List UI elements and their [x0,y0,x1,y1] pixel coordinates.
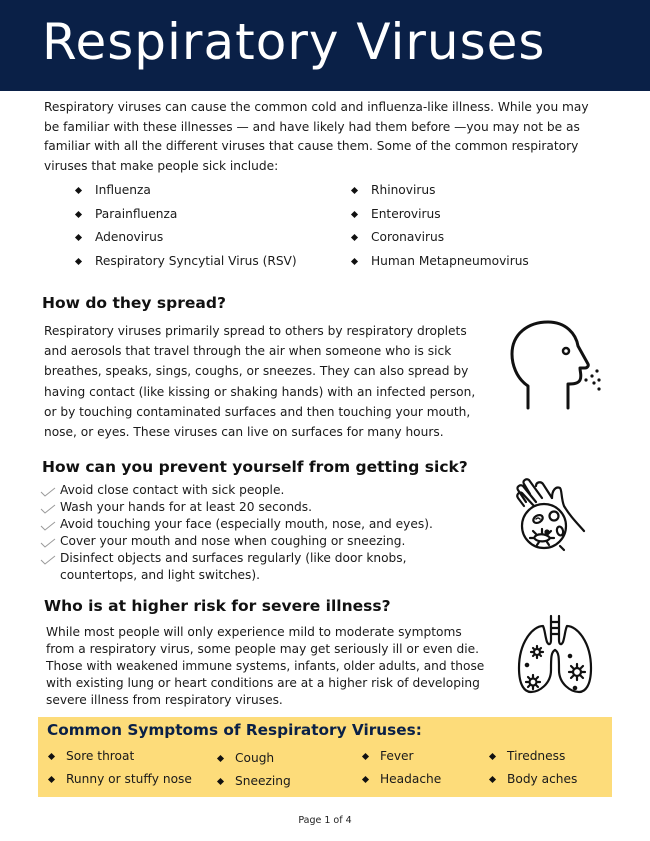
diamond-bullet-icon [217,755,224,762]
diamond-bullet-icon [75,257,82,264]
infected-lungs-icon [515,612,595,702]
prevent-heading: How can you prevent yourself from getting sick? [42,458,468,476]
diamond-bullet-icon [75,210,82,217]
list-item: Fever [361,745,441,768]
prevention-checklist [40,482,480,583]
checkmark-icon [40,482,60,498]
diamond-bullet-icon [362,753,369,760]
diamond-bullet-icon [351,234,358,241]
diamond-bullet-icon [48,753,55,760]
checkmark-icon [40,516,60,532]
page-header [0,0,650,91]
page-number: Page 1 of 4 [298,815,352,826]
diamond-bullet-icon [351,187,358,194]
spread-paragraph: Respiratory viruses primarily spread to others by respiratory droplets and aerosols that travel through the air when someone who is sick breathes, speaks, sings, coughs, or sneezes. They can also spread by having contact (like kissing or shaking hands) with an infected person, or by touching contaminated surfaces and then touching your mouth, nose, or eyes. These viruses can live on surfaces for many hours. [44,324,476,440]
symptoms-column [47,745,192,791]
checkmark-icon [40,499,60,515]
checkmark-icon [40,533,60,549]
diamond-bullet-icon [489,753,496,760]
symptoms-column [361,745,441,791]
list-item: Cough [216,747,291,770]
symptoms-column [216,747,291,793]
list-item: Avoid touching your face (especially mouth, nose, and eyes). [40,516,480,533]
list-item: Wash your hands for at least 20 seconds. [40,499,480,516]
list-item: Sneezing [216,770,291,793]
intro-paragraph: Respiratory viruses can cause the common cold and influenza-like illness. While you may be familiar with these illnesses — and have likely had them before —you may not be as familiar with all the different viruses that cause them. Some of the common respiratory viruses that make people sick include: [44,100,589,173]
symptoms-box [38,717,612,797]
page-title: Respiratory Viruses [42,13,546,71]
list-item: Parainfluenza [74,205,350,224]
list-item: Enterovirus [350,205,550,224]
symptoms-column [488,745,577,791]
list-item: Body aches [488,768,577,791]
risk-heading: Who is at higher risk for severe illness? [44,597,391,615]
list-item: Cover your mouth and nose when coughing or sneezing. [40,533,480,550]
list-item: Human Metapneumovirus [350,252,550,271]
list-item: Rhinovirus [350,181,550,200]
list-item: Influenza [74,181,350,200]
spread-heading: How do they spread? [42,294,226,312]
list-item: Tiredness [488,745,577,768]
virus-list [74,181,554,271]
diamond-bullet-icon [489,776,496,783]
hand-germ-icon [514,476,594,561]
list-item: Avoid close contact with sick people. [40,482,480,499]
risk-paragraph: While most people will only experience mild to moderate symptoms from a respiratory virus, some people may get seriously ill or even die. Those with weakened immune systems, infants, older adults, and those with existing lung or heart conditions are at a higher risk of developing severe illness from respiratory viruses. [46,625,485,707]
list-item: Sore throat [47,745,192,768]
list-item: Disinfect objects and surfaces regularly (like door knobs, countertops, and light switches). [40,550,480,584]
diamond-bullet-icon [48,776,55,783]
list-item: Headache [361,768,441,791]
list-item: Respiratory Syncytial Virus (RSV) [74,252,350,271]
diamond-bullet-icon [75,187,82,194]
list-item: Runny or stuffy nose [47,768,192,791]
symptoms-heading: Common Symptoms of Respiratory Viruses: [47,721,422,739]
checkmark-icon [40,550,60,566]
diamond-bullet-icon [351,257,358,264]
list-item: Coronavirus [350,228,550,247]
diamond-bullet-icon [362,776,369,783]
diamond-bullet-icon [351,210,358,217]
diamond-bullet-icon [217,778,224,785]
sneezing-head-icon [510,320,610,410]
list-item: Adenovirus [74,228,350,247]
diamond-bullet-icon [75,234,82,241]
